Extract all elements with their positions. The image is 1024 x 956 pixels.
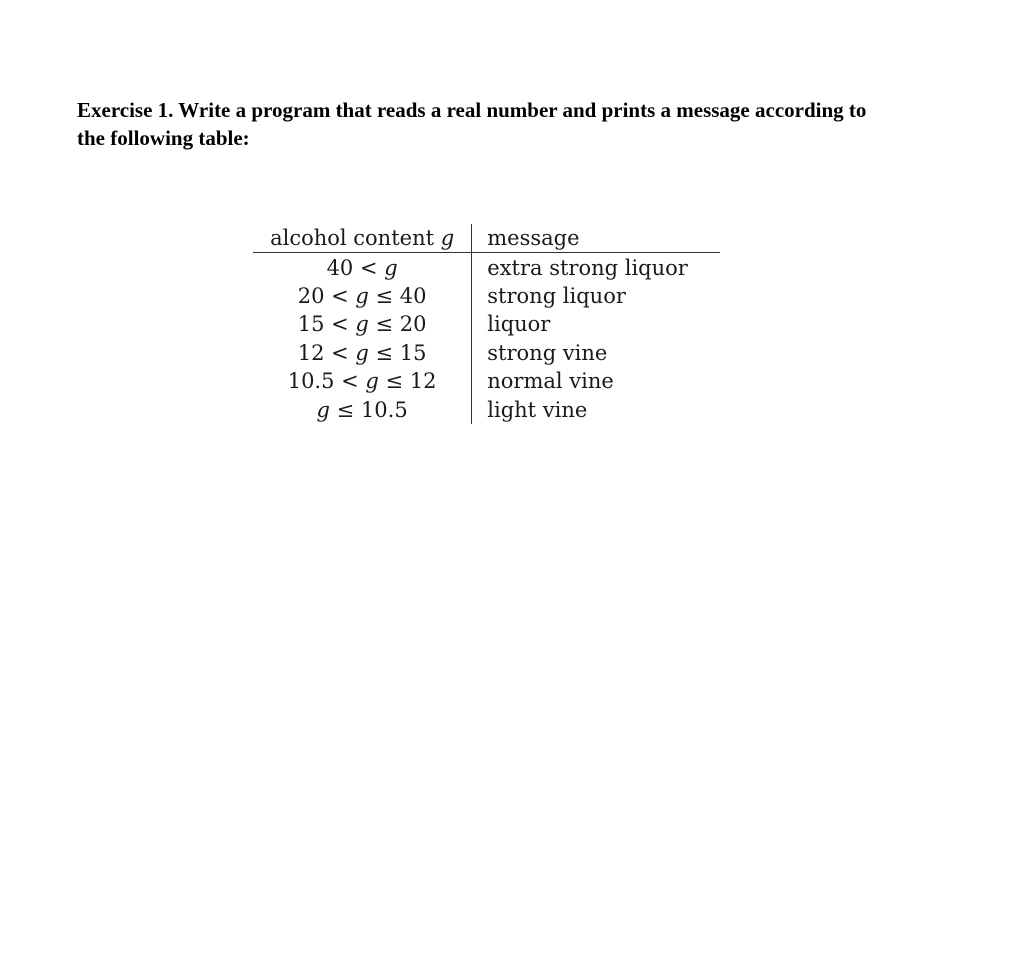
table-row <box>253 395 720 423</box>
table-header-row <box>253 224 720 253</box>
exercise-line-1: Exercise 1. Write a program that reads a real number and prints a message according to <box>77 98 867 122</box>
message-cell: liquor <box>487 312 551 337</box>
table-row <box>253 367 720 395</box>
header-alcohol-content: alcohol content g <box>253 224 472 253</box>
table <box>253 224 720 424</box>
condition-cell: g ≤ 10.5 <box>253 395 472 423</box>
condition-cell: 40 < g <box>253 253 472 282</box>
message-cell: light vine <box>487 397 588 422</box>
table-row <box>253 310 720 338</box>
condition-cell: 12 < g ≤ 15 <box>253 339 472 367</box>
table-row <box>253 253 720 282</box>
table-row <box>253 282 720 310</box>
condition-cell: 15 < g ≤ 20 <box>253 310 472 338</box>
header-message: message <box>472 224 720 253</box>
message-cell: extra strong liquor <box>487 255 688 280</box>
message-cell: strong vine <box>487 340 608 365</box>
exercise-line-2: the following table: <box>77 126 250 150</box>
exercise-statement <box>77 96 957 152</box>
table-row <box>253 339 720 367</box>
alcohol-message-table <box>253 224 720 424</box>
condition-cell: 20 < g ≤ 40 <box>253 282 472 310</box>
message-cell: normal vine <box>487 369 614 394</box>
message-cell: strong liquor <box>487 283 626 308</box>
condition-cell: 10.5 < g ≤ 12 <box>253 367 472 395</box>
